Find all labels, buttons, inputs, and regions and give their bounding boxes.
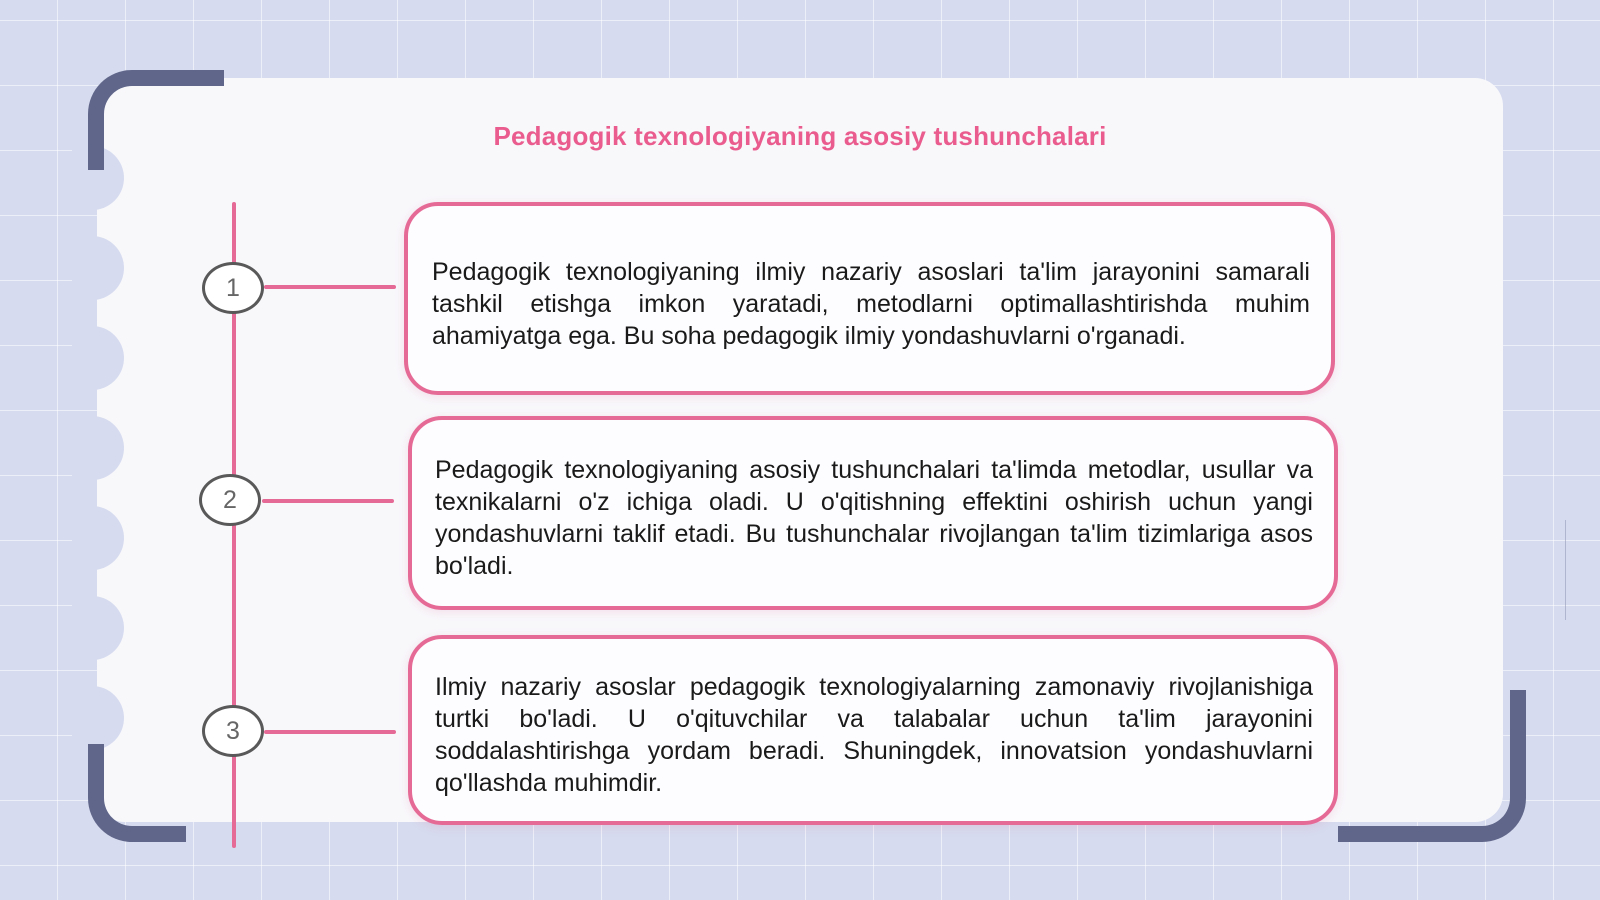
step-description: Pedagogik texnologiyaning ilmiy nazariy asoslari ta'lim jarayonini samarali tashkil etishga imkon yaratadi, metodlarni optimallashtirishda muhim ahamiyatga ega. Bu soha pedagogik ilmiy yondashuvlarni o'rganadi. — [432, 258, 1310, 350]
decorative-divider — [1565, 520, 1566, 620]
step-number-circle — [199, 474, 261, 526]
step-number: 1 — [226, 273, 240, 302]
step-description: Ilmiy nazariy asoslar pedagogik texnologiyalarning zamonaviy rivojlanishiga turtki bo'ladi. U o'qituvchilar va talabalar uchun ta'lim jarayonini soddalashtirishga yordam beradi. Shuningdek, innovatsion yondashuvlarni qo'llashda muhimdir. — [435, 673, 1313, 797]
corner-bracket-bottom-right — [1338, 690, 1526, 842]
step-number-circle — [202, 262, 264, 314]
step-text-box — [404, 202, 1335, 395]
corner-bracket-top-left — [88, 70, 224, 170]
step-number: 2 — [223, 485, 237, 514]
step-description: Pedagogik texnologiyaning asosiy tushunchalari ta'limda metodlar, usullar va texnikalarni o'z ichiga oladi. U o'qitishning effektini oshirish uchun yangi yondashuvlarni taklif etadi. Bu tushunchalar rivojlangan ta'lim tizimlariga asos bo'ladi. — [435, 456, 1313, 580]
step-text-box — [408, 635, 1338, 825]
step-text-box — [408, 416, 1338, 610]
connector-line — [262, 499, 394, 503]
step-number-circle — [202, 705, 264, 757]
connector-line — [264, 285, 396, 289]
corner-bracket-bottom-left — [88, 744, 186, 842]
step-number: 3 — [226, 716, 240, 745]
slide-title: Pedagogik texnologiyaning asosiy tushunchalari — [493, 121, 1107, 151]
connector-line — [264, 730, 396, 734]
